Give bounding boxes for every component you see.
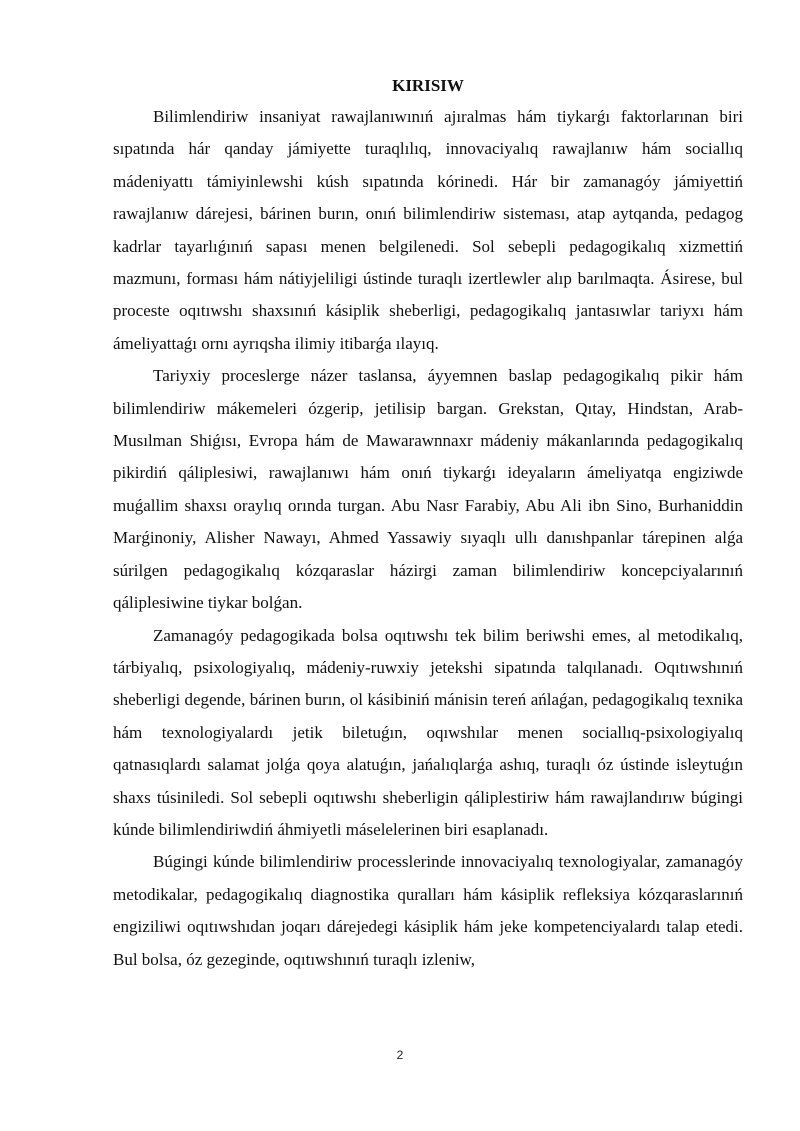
paragraph-3: Zamanagóy pedagogikada bolsa oqıtıwshı tek bilim beriwshi emes, al metodikalıq, tárbiyalıq, psixologiyalıq, mádeniy-ruwxiy jetekshi sipatında talqılanadı. Oqıtıwshınıń sheberligi degende, bárinen burın, ol kásibiniń mánisin tereń ańlaǵan, pedagogikalıq texnika hám texnologiyalardı jetik biletuǵın, oqıwshılar menen sociallıq-psixologiyalıq qatnasıqlardı salamat jolǵa qoya alatuǵın, jańalıqlarǵa ashıq, turaqlı óz ústinde isleytuǵın shaxs túsiniledi. Sol sebepli oqıtıwshı sheberligin qáliplestiriw hám rawajlandırıw búgingi kúnde bilimlendiriwdiń áhmiyetli máselelerinen biri esaplanadı. bbox=[113, 625, 743, 839]
paragraph-4: Búgingi kúnde bilimlendiriw processlerinde innovaciyalıq texnologiyalar, zamanagóy metodikalar, pedagogikalıq diagnostika quralları hám kásiplik refleksiya kózqaraslarınıń engiziliwi oqıtıwshıdan joqarı dárejedegi kásiplik hám jeke kompetenciyalardı talap etedi. Bul bolsa, óz gezeginde, oqıtıwshınıń turaqlı izleniw, bbox=[113, 852, 743, 969]
paragraph-1: Bilimlendiriw insaniyat rawajlanıwınıń ajıralmas hám tiykarǵı faktorlarınan biri sıpatında hár qanday jámiyette turaqlılıq, innovaciyalıq rawajlanıw hám sociallıq mádeniyattı támiyinlewshi kúsh sıpatında kórinedi. Hár bir zamanagóy jámiyettiń rawajlanıw dárejesi, bárinen burın, onıń bilimlendiriw sisteması, atap aytqanda, pedagog kadrlar tayarlıǵınıń sapası menen belgilenedi. Sol sebepli pedagogikalıq xizmettiń mazmunı, forması hám nátiyjeliligi ústinde turaqlı izertlewler alıp barılmaqta. Ásirese, bul proceste oqıtıwshı shaxsınıń kásiplik sheberligi, pedagogikalıq jantasıwlar tariyxı hám ámeliyattaǵı ornı ayrıqsha ilimiy itibarǵa ılayıq. bbox=[113, 107, 743, 353]
document-page bbox=[113, 73, 743, 976]
paragraph-2: Tariyxiy proceslerge názer taslansa, áyyemnen baslap pedagogikalıq pikir hám bilimlendiriw mákemeleri ózgerip, jetilisip bargan. Grekstan, Qıtay, Hindstan, Arab-Musılman Shiǵısı, Evropa hám de Mawarawnnaxr mádeniy mákanlarında pedagogikalıq pikirdiń qáliplesiwi, rawajlanıwı hám onıń tiykarǵı ideyaların ámeliyatqa engiziwde muǵallim shaxsı oraylıq orında turgan. Abu Nasr Farabiy, Abu Ali ibn Sino, Burhaniddin Marǵinoniy, Alisher Nawayı, Ahmed Yassawiy sıyaqlı ullı danıshpanlar tárepinen alǵa súrilgen pedagogikalıq kózqaraslar házirgi zaman bilimlendiriw koncepciyalarınıń qáliplesiwine tiykar bolǵan. bbox=[113, 366, 743, 613]
page-number: 2 bbox=[396, 1048, 404, 1062]
page-title: KIRISIW bbox=[392, 76, 464, 95]
